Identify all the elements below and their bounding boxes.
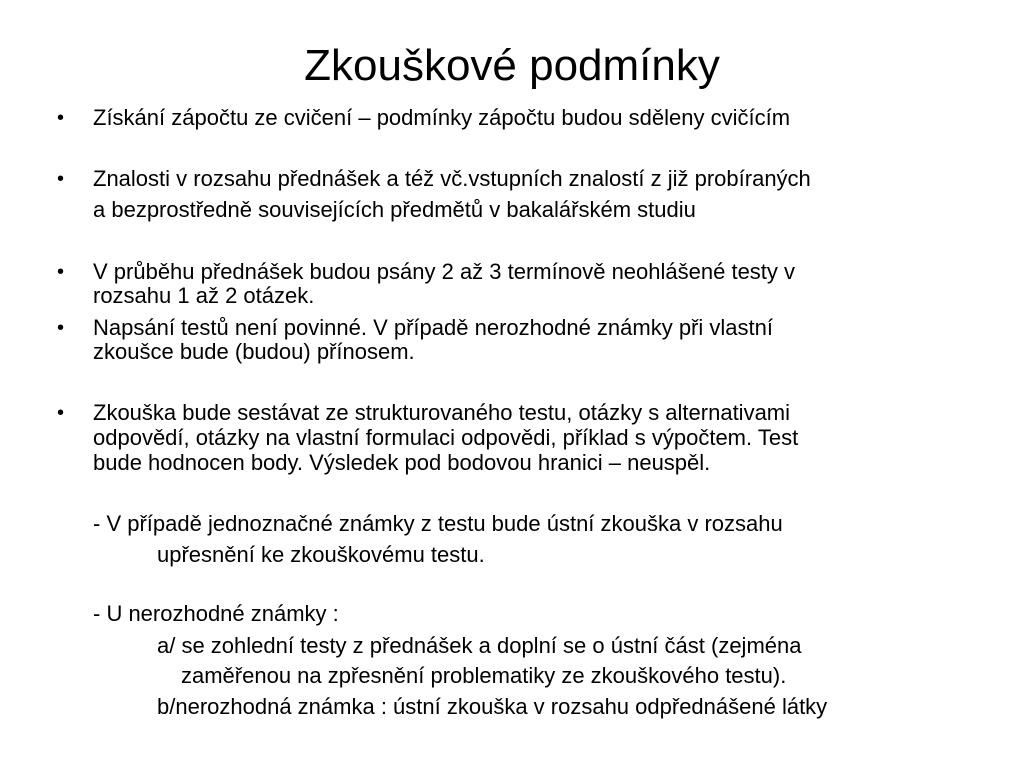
- sub-item-text: - U nerozhodné známky :: [93, 601, 339, 626]
- bullet-text: Získání zápočtu ze cvičení – podmínky zápočtu budou sděleny cvičícím: [93, 105, 791, 130]
- bullet-icon: •: [57, 168, 65, 190]
- sub-sub-item-text: b/nerozhodná známka : ústní zkouška v rozsahu odpřednášené látky: [157, 694, 828, 719]
- bullet-text: V průběhu přednášek budou psány 2 až 3 termínově neohlášené testy v: [93, 259, 796, 284]
- bullet-icon: •: [57, 107, 65, 129]
- sub-sub-item-text: zaměřenou na zpřesnění problematiky ze zkouškového testu).: [181, 663, 787, 688]
- bullet-text: Zkouška bude sestávat ze strukturovaného testu, otázky s alternativami: [93, 400, 791, 425]
- sub-item-text: - V případě jednoznačné známky z testu bude ústní zkouška v rozsahu: [93, 511, 783, 536]
- sub-sub-item-text: a/ se zohlední testy z přednášek a doplní se o ústní část (zejména: [157, 633, 802, 658]
- bullet-text: rozsahu 1 až 2 otázek.: [93, 283, 315, 308]
- bullet-text: Znalosti v rozsahu přednášek a též vč.vstupních znalostí z již probíraných: [93, 166, 811, 191]
- bullet-text: odpovědí, otázky na vlastní formulaci odpovědi, příklad s výpočtem. Test: [93, 425, 799, 450]
- bullet-icon: •: [57, 261, 65, 283]
- page-title: Zkouškové podmínky: [304, 41, 720, 90]
- sub-item-text: upřesnění ke zkouškovému testu.: [157, 542, 485, 567]
- bullet-icon: •: [57, 317, 65, 339]
- bullet-icon: •: [57, 402, 65, 424]
- bullet-text: zkoušce bude (budou) přínosem.: [93, 339, 415, 364]
- bullet-text: Napsání testů není povinné. V případě nerozhodné známky při vlastní: [93, 315, 773, 340]
- bullet-text: a bezprostředně souvisejících předmětů v bakalářském studiu: [93, 197, 696, 222]
- bullet-text: bude hodnocen body. Výsledek pod bodovou hranici – neuspěl.: [93, 450, 711, 475]
